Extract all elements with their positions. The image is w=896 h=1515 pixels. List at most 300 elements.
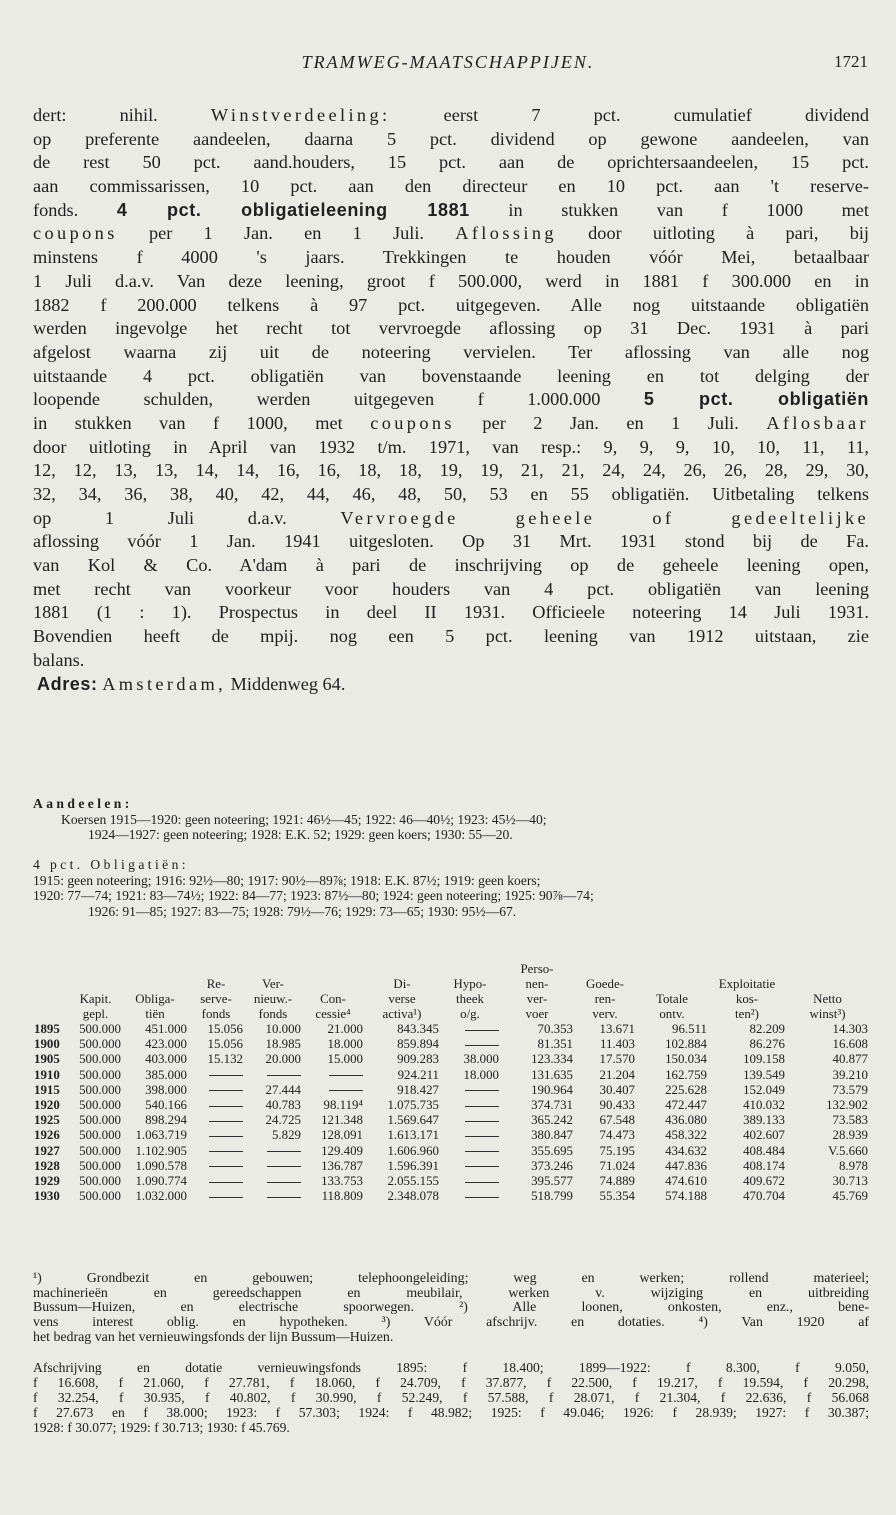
spaced-term-vervroegde: Vervroegde geheele of gedeeltelijke	[340, 507, 869, 528]
dash-rule	[209, 1197, 243, 1198]
table-cell: 150.034	[665, 1052, 707, 1067]
table-header-cell: Exploitatie	[718, 977, 776, 991]
table-cell: 28.939	[832, 1128, 868, 1143]
dash-rule	[209, 1151, 243, 1152]
table-cell: 458.322	[665, 1128, 707, 1143]
table-cell: 67.548	[599, 1113, 635, 1128]
table-cell: 162.759	[665, 1067, 707, 1082]
table-header-cell: verv.	[592, 1007, 618, 1021]
body-line	[33, 199, 869, 223]
body-text	[33, 104, 869, 696]
table-cell: 98.119⁴	[323, 1098, 363, 1113]
table-dash-cell	[302, 1068, 364, 1083]
table-header-cell: Hypo-	[453, 977, 487, 991]
table-cell: 423.000	[145, 1037, 187, 1052]
table-header-cell: tiën	[145, 1007, 165, 1021]
table-header-cell	[33, 1007, 69, 1022]
table-cell: 190.964	[531, 1082, 573, 1097]
table-row	[33, 1052, 869, 1067]
text-run: fonds.	[33, 199, 117, 220]
table-cell: 410.032	[743, 1098, 785, 1113]
table-cell: V.5.660	[828, 1143, 868, 1158]
table-cell: 500.000	[79, 1113, 121, 1128]
table-cell: 518.799	[531, 1189, 573, 1204]
table-cell: 132.902	[826, 1098, 868, 1113]
aandeelen-quotes: 1924—1927: geen noteering; 1928: E.K. 52; 1929: geen koers; 1930: 55—20.	[88, 827, 513, 843]
table-row	[33, 1159, 869, 1174]
spaced-term-coupons: coupons	[370, 412, 455, 433]
header-title: TRAMWEG-MAATSCHAPPIJEN.	[301, 52, 595, 72]
table-cell: 75.195	[599, 1143, 635, 1158]
table-dash-cell	[244, 1159, 302, 1174]
dash-rule	[209, 1121, 243, 1122]
afschrijving-line: 1928: f 30.077; 1929: f 30.713; 1930: f 45.769.	[33, 1420, 290, 1435]
table-cell: 121.348	[321, 1113, 363, 1128]
afschrijving-section	[33, 1360, 869, 1435]
table-dash-cell	[188, 1083, 244, 1098]
table-header-row	[33, 992, 869, 1007]
table-cell: 20.000	[265, 1052, 301, 1067]
table-cell: 45.769	[832, 1189, 868, 1204]
body-line	[33, 104, 869, 128]
address-city: Amsterdam,	[102, 673, 227, 694]
dash-rule	[465, 1182, 499, 1183]
table-year-cell: 1930	[34, 1189, 60, 1204]
afschrijving-line: f 27.673 en f 38.000; 1923: f 57.303; 1924: f 48.982; 1925: f 49.046; 1926: f 28.939; 1927: f 30.387;	[33, 1405, 869, 1420]
table-header-cell: nieuw.-	[253, 992, 293, 1006]
table-cell: 402.607	[743, 1128, 785, 1143]
table-dash-cell	[188, 1159, 244, 1174]
table-year-cell: 1925	[34, 1113, 60, 1128]
table-dash-cell	[440, 1037, 500, 1052]
table-cell: 30.407	[599, 1082, 635, 1097]
table-cell: 128.091	[321, 1128, 363, 1143]
table-cell: 73.579	[832, 1082, 868, 1097]
body-line: werden ingevolge het recht tot vervroegde aflossing op 31 Dec. 1931 à pari	[33, 318, 869, 339]
text-run: per 2 Jan. en 1 Juli.	[454, 412, 767, 433]
table-header-cell: Ver-	[262, 977, 284, 991]
dash-rule	[209, 1166, 243, 1167]
aandeelen-quotes: Koersen 1915—1920: geen noteering; 1921: 46½—45; 1922: 46—40½; 1923: 45½—40;	[61, 811, 547, 827]
table-cell: 1.102.905	[135, 1143, 187, 1158]
table-cell: 408.174	[743, 1158, 785, 1173]
table-cell: 2.348.078	[387, 1189, 439, 1204]
body-line: van Kol & Co. A'dam à pari de inschrijving op de geheele leening open,	[33, 555, 869, 576]
table-cell: 434.632	[665, 1143, 707, 1158]
body-line: 1881 (1 : 1). Prospectus in deel II 1931. Officieele noteering 14 Juli 1931.	[33, 602, 869, 623]
quotations-aandeelen	[33, 796, 869, 843]
text-run: dert: nihil.	[33, 105, 211, 125]
table-cell: 500.000	[79, 1174, 121, 1189]
address-label: Adres:	[37, 673, 98, 694]
table-cell: 500.000	[79, 1128, 121, 1143]
table-dash-cell	[244, 1189, 302, 1204]
table-cell: 1.606.960	[387, 1143, 439, 1158]
table-header-cell: verse	[388, 992, 416, 1006]
table-cell: 859.894	[397, 1037, 439, 1052]
table-cell: 1.032.000	[135, 1189, 187, 1204]
table-cell: 500.000	[79, 1098, 121, 1113]
footnote-line: Bussum—Huizen, en electrische spoorwegen. ²) Alle loonen, onkosten, enz., bene-	[33, 1300, 869, 1316]
table-cell: 17.570	[599, 1052, 635, 1067]
financial-table	[33, 962, 869, 1204]
table-cell: 27.444	[265, 1082, 301, 1097]
table-cell: 74.473	[599, 1128, 635, 1143]
body-line: afgelost waarna zij uit de noteering vervielen. Ter aflossing van alle nog	[33, 341, 869, 362]
body-line	[33, 507, 869, 531]
table-cell: 18.000	[463, 1067, 499, 1082]
table-cell: 500.000	[79, 1052, 121, 1067]
text-run: in stukken van f 1000, met	[33, 412, 371, 433]
table-cell: 129.409	[321, 1143, 363, 1158]
table-cell: 365.242	[531, 1113, 573, 1128]
body-line	[33, 388, 869, 412]
table-cell: 436.080	[665, 1113, 707, 1128]
table-year-cell: 1928	[34, 1158, 60, 1173]
table-cell: 540.166	[145, 1098, 187, 1113]
table-cell: 1.090.578	[135, 1158, 187, 1173]
body-line: minstens f 4000 's jaars. Trekkingen te houden vóór Mei, betaalbaar	[33, 247, 869, 268]
table-cell: 21.000	[327, 1022, 363, 1036]
table-dash-cell	[440, 1022, 500, 1037]
body-line	[33, 412, 869, 436]
dash-rule	[465, 1166, 499, 1167]
table-header-cell: ver-	[526, 992, 548, 1006]
table-cell: 500.000	[79, 1037, 121, 1052]
table-cell: 451.000	[145, 1022, 187, 1036]
table-dash-cell	[244, 1174, 302, 1189]
table-cell: 1.090.774	[135, 1174, 187, 1189]
table-header-cell	[69, 977, 122, 992]
address-street: Middenweg 64.	[226, 673, 346, 694]
table-cell: 74.889	[599, 1174, 635, 1189]
table-cell: 355.695	[531, 1143, 573, 1158]
table-dash-cell	[440, 1174, 500, 1189]
page-number: 1721	[834, 52, 868, 71]
table-header-cell	[122, 962, 188, 977]
text-run: op 1 Juli d.a.v.	[33, 507, 341, 528]
table-dash-cell	[440, 1113, 500, 1128]
body-line: op preferente aandeelen, daarna 5 pct. dividend op gewone aandeelen, van	[33, 128, 869, 149]
table-cell: 472.447	[665, 1098, 707, 1113]
body-line: uitstaande 4 pct. obligatiën van bovenstaande leening en tot delging der	[33, 365, 869, 386]
dash-rule	[465, 1106, 499, 1107]
table-dash-cell	[440, 1189, 500, 1204]
dash-rule	[465, 1136, 499, 1137]
table-header-cell: Re-	[206, 977, 226, 991]
table-header-cell: Perso-	[520, 962, 554, 976]
table-cell: 30.713	[832, 1174, 868, 1189]
table-header-cell: voer	[525, 1007, 549, 1021]
afschrijving-line: f 32.254, f 30.935, f 40.802, f 30.990, f 52.249, f 57.588, f 28.071, f 21.304, f 22.636, f 56.068	[33, 1390, 869, 1405]
table-header-cell	[440, 962, 500, 977]
running-header	[0, 50, 896, 76]
footnote-line: vens interest oblig. en hypotheken. ³) Vóór afschrijv. en dotaties. ⁴) Van 1920 af	[33, 1315, 869, 1331]
table-header-cell: fonds	[201, 1007, 231, 1021]
table-dash-cell	[440, 1098, 500, 1113]
table-year-cell: 1915	[34, 1082, 60, 1097]
table-header-cell	[574, 962, 636, 977]
table-header-cell: serve-	[200, 992, 232, 1006]
table-dash-cell	[440, 1128, 500, 1143]
table-cell: 55.354	[599, 1189, 635, 1204]
table-header-cell: cessie⁴	[315, 1007, 351, 1021]
table-header-cell: Con-	[320, 992, 346, 1006]
table-cell: 21.204	[599, 1067, 635, 1082]
table-cell: 14.303	[832, 1022, 868, 1036]
body-line: 12, 12, 13, 13, 14, 14, 16, 16, 18, 18, 19, 19, 21, 21, 24, 24, 26, 26, 28, 29, 30,	[33, 460, 869, 481]
text-run: eerst 7 pct. cumulatief dividend	[390, 105, 869, 125]
table-cell: 70.353	[537, 1022, 573, 1036]
table-dash-cell	[188, 1068, 244, 1083]
table-header-cell: fonds	[258, 1007, 288, 1021]
table-cell: 924.211	[397, 1067, 439, 1082]
table-cell: 96.511	[672, 1022, 707, 1036]
table-header-cell: winst³)	[809, 1007, 846, 1021]
table-cell: 574.188	[665, 1189, 707, 1204]
table-cell: 15.132	[207, 1052, 243, 1067]
table-dash-cell	[188, 1174, 244, 1189]
table-row	[33, 1189, 869, 1204]
table-header-cell: ren-	[594, 992, 616, 1006]
table-cell: 474.610	[665, 1174, 707, 1189]
table-header-cell: Kapit.	[79, 992, 112, 1006]
table-cell: 2.055.155	[387, 1174, 439, 1189]
table-cell: 500.000	[79, 1143, 121, 1158]
table-cell: 8.978	[838, 1158, 868, 1173]
table-cell: 131.635	[531, 1067, 573, 1082]
table-row	[33, 1022, 869, 1037]
table-cell: 1.613.171	[387, 1128, 439, 1143]
table-cell: 898.294	[145, 1113, 187, 1128]
body-line: de rest 50 pct. aand.houders, 15 pct. aan de oprichtersaandeelen, 15 pct.	[33, 152, 869, 173]
table-cell: 1.063.719	[135, 1128, 187, 1143]
dash-rule	[329, 1075, 363, 1076]
table-year-cell: 1895	[34, 1022, 60, 1036]
text-run: in stukken van f 1000 met	[469, 199, 869, 220]
table-cell: 225.628	[665, 1082, 707, 1097]
dash-rule	[267, 1075, 301, 1076]
table-cell: 500.000	[79, 1082, 121, 1097]
table-row	[33, 1068, 869, 1083]
section-heading-5pct-obligatien: 5 pct. obligatiën	[643, 389, 869, 410]
table-cell: 123.334	[531, 1052, 573, 1067]
table-cell: 1.569.647	[387, 1113, 439, 1128]
table-cell: 500.000	[79, 1067, 121, 1082]
table-year-cell: 1929	[34, 1174, 60, 1189]
dash-rule	[267, 1197, 301, 1198]
table-dash-cell	[188, 1144, 244, 1159]
body-line: met recht van voorkeur voor houders van 4 pct. obligatiën van leening	[33, 578, 869, 599]
obligatien-quotes: 1920: 77—74; 1921: 83—74½; 1922: 84—77; 1923: 87½—80; 1924: geen noteering; 1925: 90⅞—74;	[33, 888, 594, 904]
table-cell: 395.577	[531, 1174, 573, 1189]
table-header-cell: Netto	[813, 992, 842, 1006]
table-row	[33, 1098, 869, 1113]
table-dash-cell	[244, 1144, 302, 1159]
table-dash-cell	[440, 1159, 500, 1174]
table-header-cell: Goede-	[586, 977, 624, 991]
dash-rule	[267, 1151, 301, 1152]
table-header-cell	[33, 962, 69, 977]
dash-rule	[465, 1197, 499, 1198]
table-cell: 389.133	[743, 1113, 785, 1128]
table-header-cell	[244, 962, 302, 977]
table-cell: 86.276	[749, 1037, 785, 1052]
table-cell: 385.000	[145, 1067, 187, 1082]
table-header-row	[33, 977, 869, 992]
table-cell: 374.731	[531, 1098, 573, 1113]
table-cell: 24.725	[265, 1113, 301, 1128]
table-header-cell: ten²)	[735, 1007, 759, 1021]
table-cell: 18.985	[265, 1037, 301, 1052]
section-heading-obligatieleening: 4 pct. obligatieleening 1881	[116, 199, 470, 220]
table-header-cell	[33, 992, 69, 1007]
table-year-cell: 1900	[34, 1037, 60, 1052]
table-cell: 10.000	[265, 1022, 301, 1036]
table-cell: 38.000	[463, 1052, 499, 1067]
table-header-cell	[188, 962, 244, 977]
table-header-row	[33, 962, 869, 977]
table-cell: 447.836	[665, 1158, 707, 1173]
obligatien-quotes: 1926: 91—85; 1927: 83—75; 1928: 79½—76; 1929: 73—65; 1930: 95½—67.	[88, 903, 517, 919]
table-year-cell: 1905	[34, 1052, 60, 1067]
table-cell: 11.403	[600, 1037, 635, 1052]
body-line: 1 Juli d.a.v. Van deze leening, groot f 500.000, werd in 1881 f 300.000 en in	[33, 270, 869, 291]
table-cell: 16.608	[832, 1037, 868, 1052]
table-cell: 40.783	[265, 1098, 301, 1113]
spaced-term-coupons: coupons	[33, 223, 118, 244]
spaced-term-aflosbaar: Aflosbaar	[766, 412, 869, 433]
table-cell: 15.056	[207, 1037, 243, 1052]
dash-rule	[209, 1090, 243, 1091]
dash-rule	[209, 1075, 243, 1076]
text-run: per 1 Jan. en 1 Juli.	[117, 223, 456, 244]
table-row	[33, 1144, 869, 1159]
table-cell: 470.704	[743, 1189, 785, 1204]
body-line: aflossing vóór 1 Jan. 1941 uitgesloten. Op 31 Mrt. 1931 stond bij de Fa.	[33, 531, 869, 552]
table-cell: 136.787	[321, 1158, 363, 1173]
table-cell: 82.209	[749, 1022, 785, 1036]
table-cell: 39.210	[832, 1067, 868, 1082]
table-cell: 843.345	[397, 1022, 439, 1036]
table-cell: 81.351	[537, 1037, 573, 1052]
table-header-cell: activa¹)	[382, 1007, 422, 1021]
table-cell: 15.000	[327, 1052, 363, 1067]
dash-rule	[209, 1136, 243, 1137]
table-cell: 373.246	[531, 1158, 573, 1173]
table-header-cell	[708, 962, 786, 977]
afschrijving-line: Afschrijving en dotatie vernieuwingsfonds 1895: f 18.400; 1899—1922: f 8.300, f 9.050,	[33, 1360, 869, 1375]
table-dash-cell	[188, 1113, 244, 1128]
table-header-cell: kos-	[735, 992, 759, 1006]
obligatien-label: 4 pct. Obligatiën:	[33, 857, 189, 872]
table-row	[33, 1174, 869, 1189]
table-header-cell: Obliga-	[135, 992, 175, 1006]
table-cell: 71.024	[599, 1158, 635, 1173]
table-header-cell: gepl.	[82, 1007, 109, 1021]
table-cell: 918.427	[397, 1082, 439, 1097]
table-cell: 398.000	[145, 1082, 187, 1097]
table-dash-cell	[440, 1083, 500, 1098]
dash-rule	[465, 1045, 499, 1046]
body-line: 1882 f 200.000 telkens à 97 pct. uitgegeven. Alle nog uitstaande obligatiën	[33, 294, 869, 315]
address-line	[33, 673, 869, 697]
table-cell: 500.000	[79, 1158, 121, 1173]
table-cell: 500.000	[79, 1022, 121, 1036]
table-dash-cell	[302, 1083, 364, 1098]
table-cell: 152.049	[743, 1082, 785, 1097]
table-header-cell	[636, 977, 708, 992]
text-run: loopende schulden, werden uitgegeven f 1.000.000	[33, 389, 644, 410]
dash-rule	[267, 1166, 301, 1167]
footnote-line: machinerieën en gereedschappen en meubilair, werken v. wijziging en uitbreiding	[33, 1285, 869, 1301]
dash-rule	[465, 1090, 499, 1091]
dash-rule	[209, 1106, 243, 1107]
table-cell: 500.000	[79, 1189, 121, 1204]
body-line: balans.	[33, 649, 85, 670]
table-cell: 40.877	[832, 1052, 868, 1067]
table-header-cell	[302, 962, 364, 977]
aandeelen-label: Aandeelen:	[33, 796, 133, 811]
table-header-row	[33, 1007, 869, 1022]
table-year-cell: 1926	[34, 1128, 60, 1143]
table-dash-cell	[440, 1144, 500, 1159]
table-header-cell	[33, 977, 69, 992]
table-year-cell: 1927	[34, 1143, 60, 1158]
table-cell: 102.884	[665, 1037, 707, 1052]
table-header-cell	[69, 962, 122, 977]
table-header-cell: nen-	[525, 977, 549, 991]
footnotes	[33, 1272, 869, 1345]
table-cell: 18.000	[327, 1037, 363, 1052]
table-cell: 13.671	[599, 1022, 635, 1036]
table-cell: 909.283	[397, 1052, 439, 1067]
table-cell: 403.000	[145, 1052, 187, 1067]
table-header-cell	[786, 977, 869, 992]
body-line: 32, 34, 36, 38, 40, 42, 44, 46, 48, 50, 53 en 55 obligatiën. Uitbetaling telkens	[33, 484, 869, 504]
footnote-line: het bedrag van het vernieuwingsfonds der lijn Bussum—Huizen.	[33, 1329, 394, 1345]
table-dash-cell	[188, 1189, 244, 1204]
table-row	[33, 1128, 869, 1143]
table-header-cell	[302, 977, 364, 992]
quotations-obligatien	[33, 857, 869, 919]
table-cell: 408.484	[743, 1143, 785, 1158]
table-cell: 1.075.735	[387, 1098, 439, 1113]
dash-rule	[267, 1182, 301, 1183]
table-header-cell: Di-	[393, 977, 411, 991]
body-line: door uitloting in April van 1932 t/m. 1971, van resp.: 9, 9, 9, 10, 10, 11, 11,	[33, 436, 869, 457]
table-cell: 1.596.391	[387, 1158, 439, 1173]
table-cell: 15.056	[207, 1022, 243, 1036]
body-line	[33, 222, 869, 246]
table-cell: 380.847	[531, 1128, 573, 1143]
spaced-term-aflossing: Aflossing	[455, 223, 557, 244]
table-cell: 73.583	[832, 1113, 868, 1128]
dash-rule	[465, 1030, 499, 1031]
body-line: Bovendien heeft de mpij. nog een 5 pct. leening van 1912 uitstaan, zie	[33, 626, 869, 647]
table-header-cell	[636, 962, 708, 977]
obligatien-quotes: 1915: geen noteering; 1916: 92½—80; 1917: 90½—89⅞; 1918: E.K. 87½; 1919: geen koers;	[33, 872, 541, 888]
dash-rule	[465, 1121, 499, 1122]
table-header-cell	[786, 962, 869, 977]
dash-rule	[209, 1182, 243, 1183]
table-row	[33, 1037, 869, 1052]
table-header-cell: ontv.	[659, 1007, 685, 1021]
footnote-line: ¹) Grondbezit en gebouwen; telephoongeleiding; weg en werken; rollend materieel;	[33, 1271, 869, 1286]
table-row	[33, 1113, 869, 1128]
table-header-cell: o/g.	[460, 1007, 480, 1021]
dash-rule	[329, 1090, 363, 1091]
